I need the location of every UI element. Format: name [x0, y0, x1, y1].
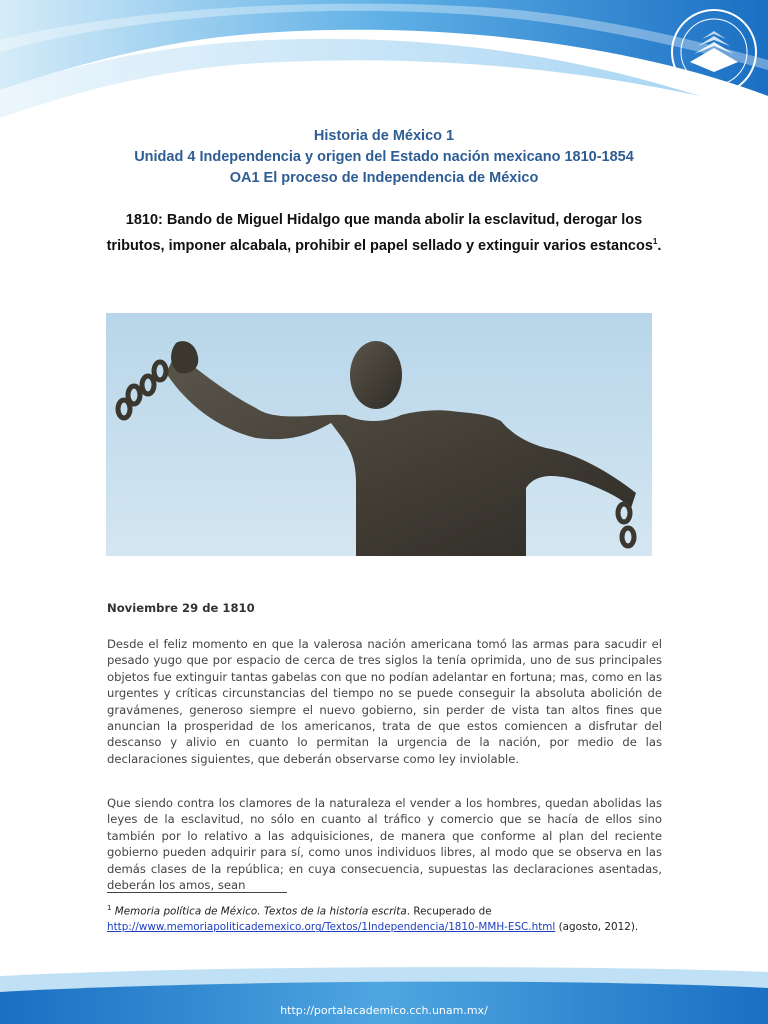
paragraph-1: Desde el feliz momento en que la valerosa nación americana tomó las armas para sacudir el pesado yugo que por espacio de cerca de tres siglos la tenía oprimida, uno de sus principales objetos fue extinguir tantas gabelas con que no podían adelantar en fortuna; mas, como en las urgentes y críticas circunstancias del tiempo no se puede conseguir la absoluta abolición de gravámenes, generoso siempre el nuevo gobierno, sin perder de vista tan altos fines que anuncian la prosperidad de los americanos, trata de que estos comiencen a disfrutar del descanso y alivio en cuanto lo permitan la urgencia de la nación, por medio de las declaraciones siguientes, que deberán observarse como ley inviolable. — [107, 637, 662, 766]
unit-title: Unidad 4 Independencia y origen del Estado nación mexicano 1810-1854 — [134, 149, 634, 165]
footnote-date: (agosto, 2012). — [555, 921, 639, 934]
headline-footnote-mark: 1 — [652, 237, 658, 246]
headline-text: 1810: Bando de Miguel Hidalgo que manda abolir la esclavitud, derogar los tributos, imponer alcabala, prohibir el papel sellado y extinguir varios estancos — [106, 212, 653, 254]
footnote-retrieved: . Recuperado de — [406, 905, 492, 918]
document-titles — [0, 126, 768, 189]
cch-logo — [668, 6, 760, 98]
document-date: Noviembre 29 de 1810 — [107, 601, 255, 615]
footnote-separator — [107, 892, 287, 893]
hidalgo-statue-photo — [106, 313, 652, 556]
course-title: Historia de México 1 — [313, 128, 455, 144]
header-wave-banner — [0, 0, 768, 130]
objective-title: OA1 El proceso de Independencia de México — [229, 170, 539, 186]
headline — [100, 210, 668, 257]
footnote-source-title: Memoria política de México. Textos de la historia escrita — [114, 905, 407, 918]
footer-portal-url[interactable]: http://portalacademico.cch.unam.mx/ — [280, 1004, 488, 1017]
footnote-mark: 1 — [107, 904, 112, 912]
footnote — [107, 900, 667, 935]
footnote-link[interactable]: http://www.memoriapoliticademexico.org/Textos/1Independencia/1810-MMH-ESC.html — [107, 921, 556, 934]
paragraph-2: Que siendo contra los clamores de la naturaleza el vender a los hombres, quedan abolidas las leyes de la esclavitud, no sólo en cuanto al tráfico y comercio que se hacía de ellos sino también por lo relativo a las adquisiciones, de manera que conforme al plan del reciente gobierno pueden adquirir para sí, como unos individuos libres, al modo que se observa en las demás clases de la república; en cuya consecuencia, supuestas las declaraciones asentadas, deberán los amos, sean — [107, 796, 662, 893]
headline-end: . — [657, 237, 662, 254]
